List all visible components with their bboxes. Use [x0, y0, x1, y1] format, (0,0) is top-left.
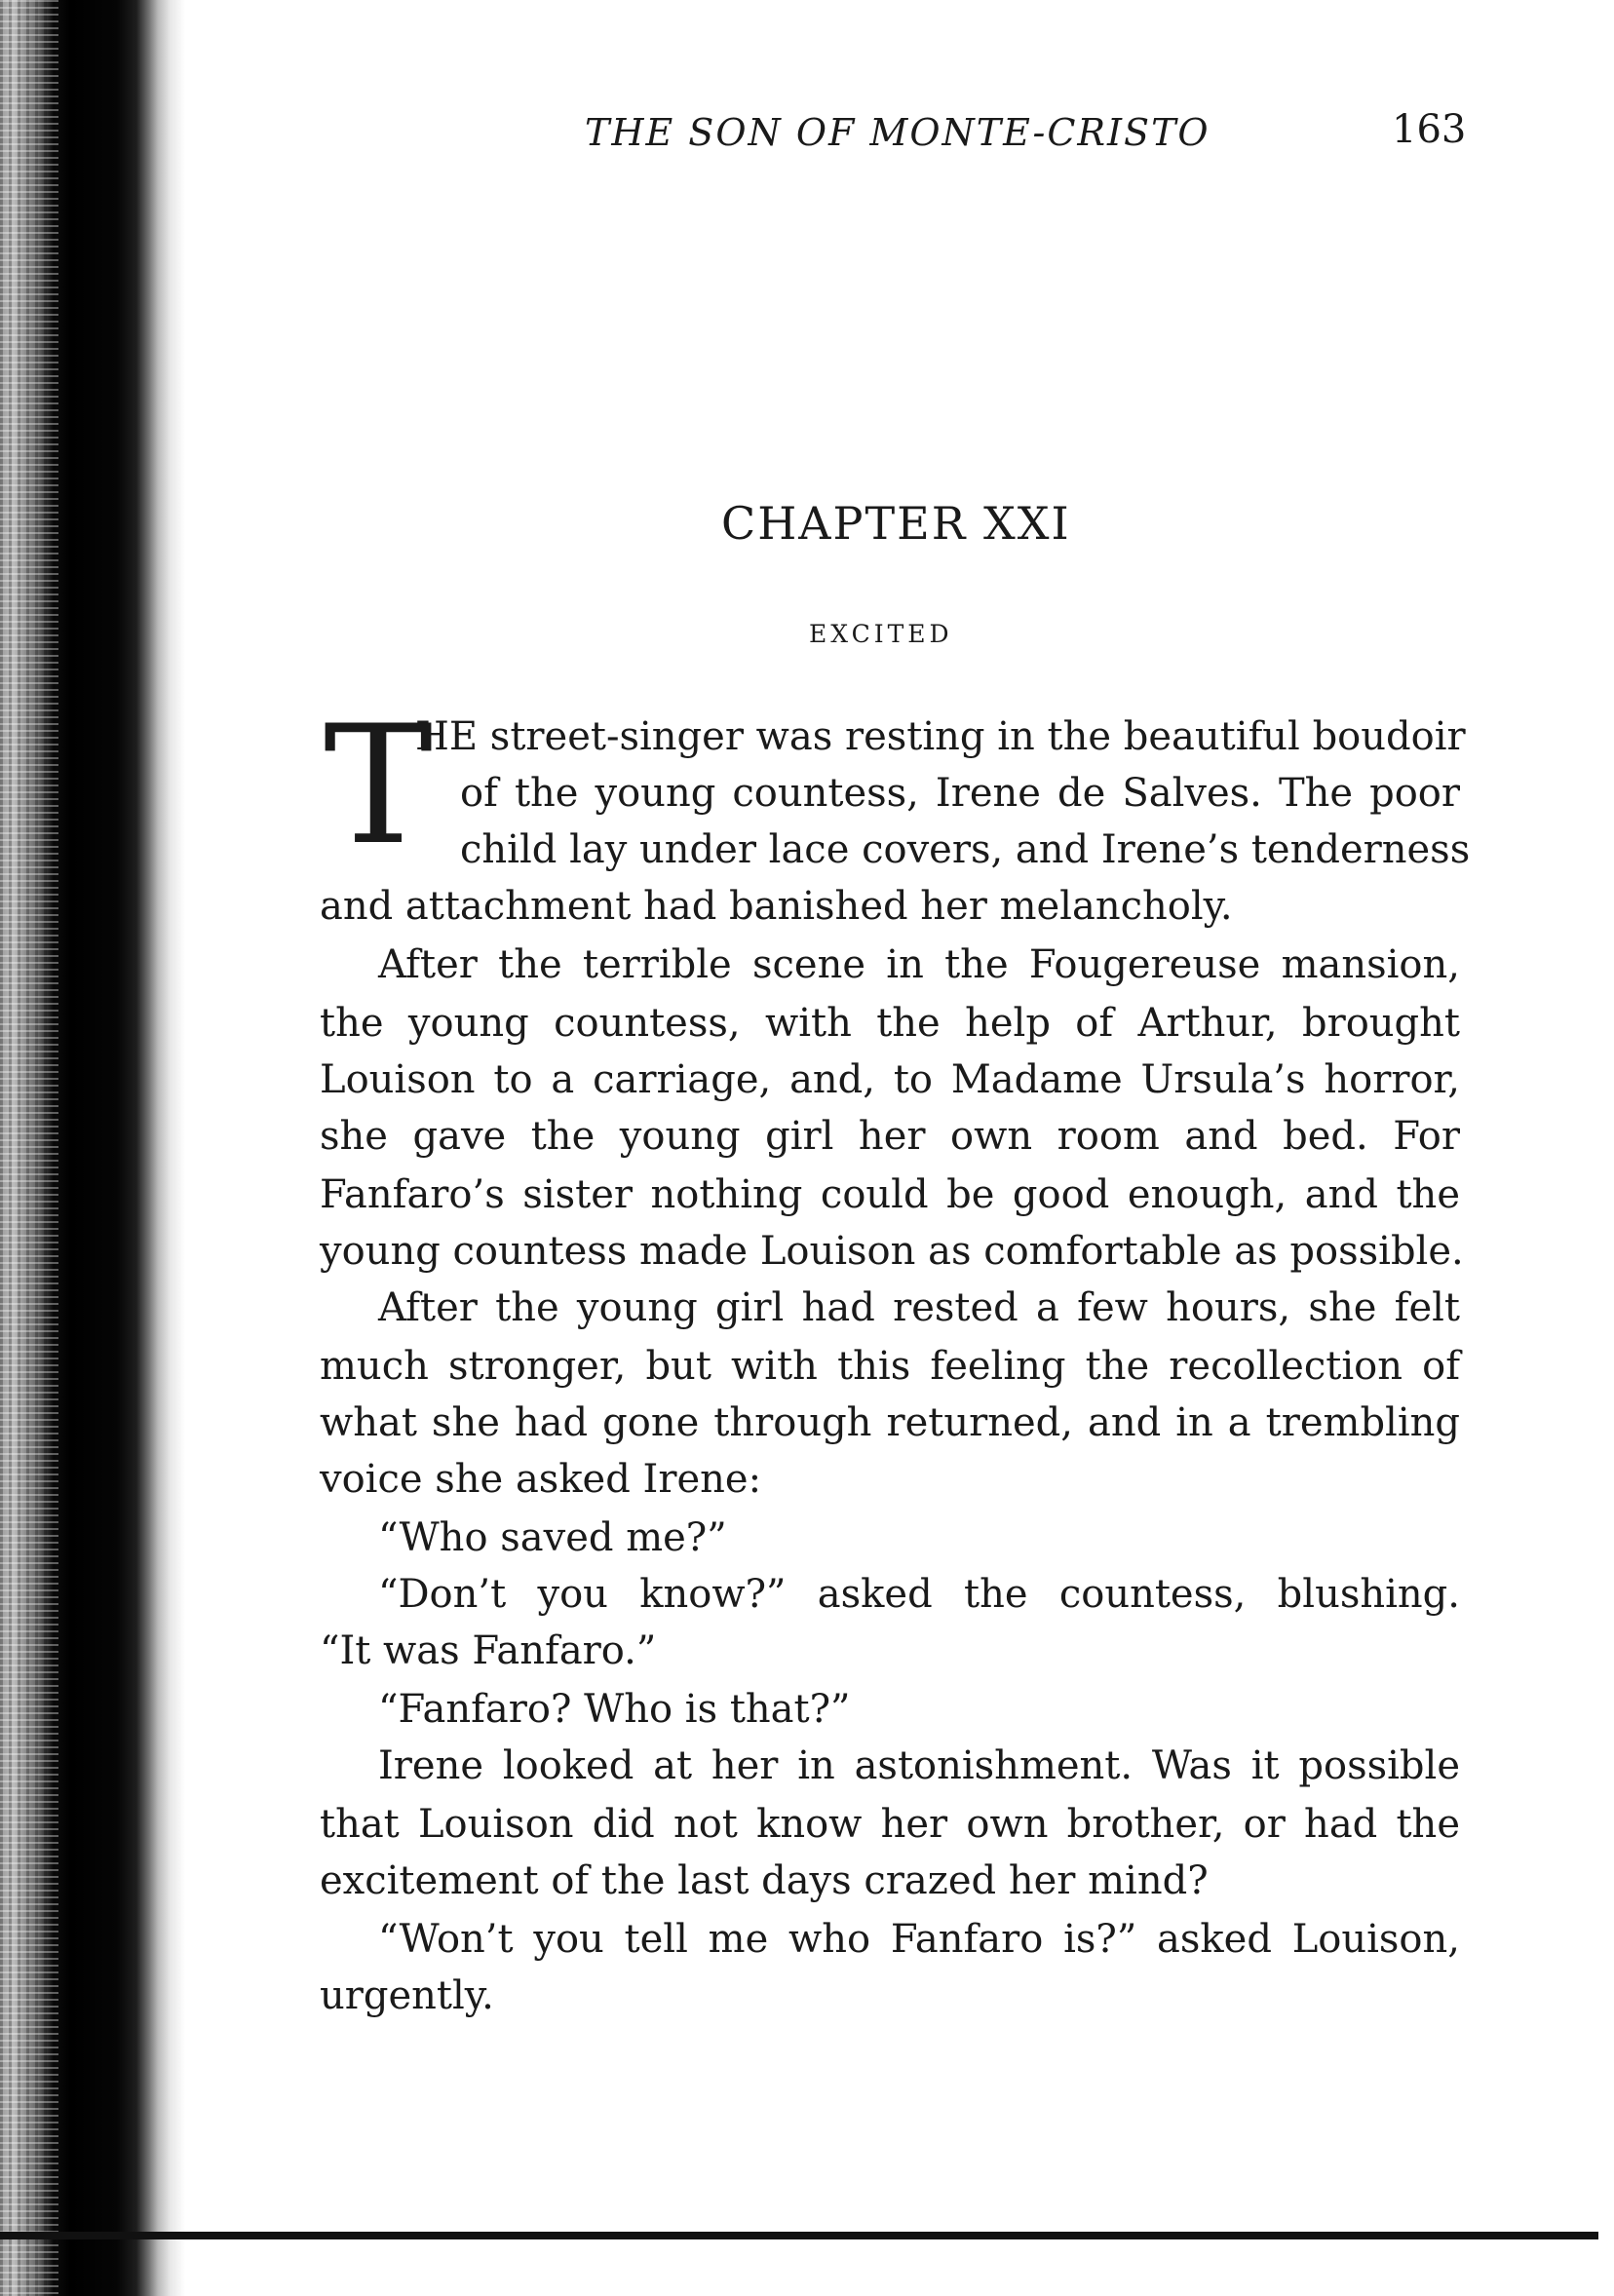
- text-line: After the young girl had rested a few hours, she felt: [378, 1285, 1460, 1330]
- text-line: Louison to a carriage, and, to Madame Ursula’s horror,: [320, 1057, 1460, 1102]
- text-line: voice she asked Irene:: [320, 1457, 762, 1502]
- text-line: young countess made Louison as comfortable as possible.: [320, 1229, 1464, 1274]
- spine-texture: [0, 0, 58, 2296]
- text-line: the young countess, with the help of Arthur, brought: [320, 1001, 1460, 1046]
- text-line: HE street-singer was resting in the beautiful boudoir: [415, 714, 1466, 759]
- text-line: and attachment had banished her melancholy.: [320, 884, 1233, 929]
- text-line: “Don’t you know?” asked the countess, blushing.: [378, 1572, 1460, 1617]
- text-line: urgently.: [320, 1973, 494, 2018]
- text-line: Fanfaro’s sister nothing could be good enough, and the: [320, 1172, 1460, 1217]
- text-line: “Fanfaro? Who is that?”: [378, 1687, 851, 1732]
- text-line: Irene looked at her in astonishment. Was it possible: [378, 1743, 1460, 1788]
- chapter-title: CHAPTER XXI: [721, 497, 1071, 550]
- text-line: “Won’t you tell me who Fanfaro is?” asked Louison,: [378, 1917, 1460, 1962]
- bottom-rule: [0, 2232, 1598, 2239]
- text-line: excitement of the last days crazed her mind?: [320, 1858, 1209, 1903]
- text-line: much stronger, but with this feeling the recollection of: [320, 1344, 1460, 1389]
- text-line: “It was Fanfaro.”: [320, 1628, 657, 1673]
- chapter-subtitle: EXCITED: [809, 620, 953, 648]
- text-line: that Louison did not know her own brother, or had the: [320, 1802, 1460, 1847]
- text-line: she gave the young girl her own room and bed. For: [320, 1114, 1460, 1159]
- drop-cap: T: [324, 690, 434, 881]
- text-line: child lay under lace covers, and Irene’s tenderness: [460, 827, 1471, 872]
- running-head: THE SON OF MONTE-CRISTO: [585, 111, 1210, 154]
- text-line: of the young countess, Irene de Salves. The poor: [460, 771, 1460, 816]
- text-line: After the terrible scene in the Fougereuse mansion,: [378, 942, 1460, 987]
- text-line: what she had gone through returned, and in a trembling: [320, 1400, 1460, 1445]
- page-number: 163: [1392, 107, 1467, 152]
- text-line: “Who saved me?”: [378, 1515, 727, 1560]
